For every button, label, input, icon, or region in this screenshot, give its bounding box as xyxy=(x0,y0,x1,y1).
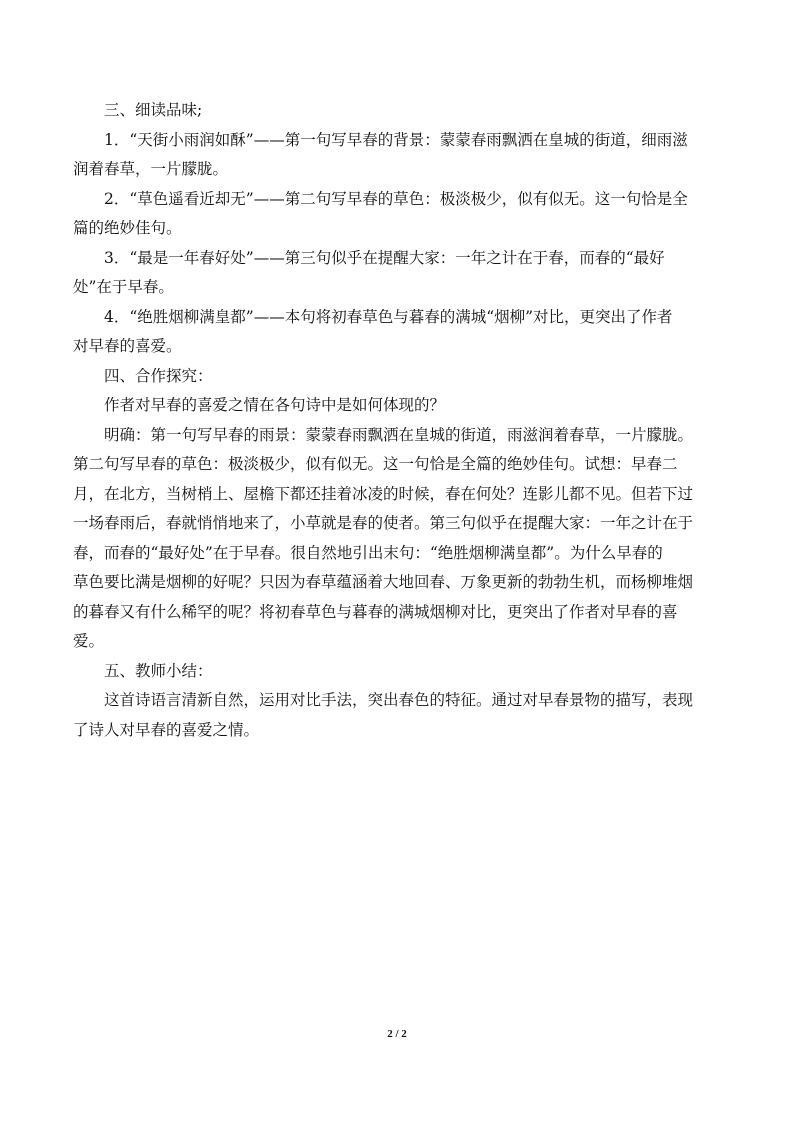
paragraph-line: 篇的绝妙佳句。 xyxy=(73,219,182,237)
paragraph-line: 这首诗语言清新自然，运用对比手法，突出春色的特征。通过对早春景物的描写，表现 xyxy=(104,691,694,709)
paragraph-line: 第二句写早春的草色：极淡极少，似有似无。这一句恰是全篇的绝妙佳句。试想：早春二 xyxy=(73,455,678,473)
paragraph-line: 明确：第一句写早春的雨景：蒙蒙春雨飘洒在皇城的街道，雨滋润着春草，一片朦胧。 xyxy=(104,425,694,444)
page-number: 2 / 2 xyxy=(387,1028,407,1040)
paragraph-line: 月，在北方，当树梢上、屋檐下都还挂着冰凌的时候，春在何处？连影儿都不见。但若下过 xyxy=(73,484,694,503)
paragraph-line: 春，而春的“最好处”在于早春。很自然地引出末句：“绝胜烟柳满皇都”。为什么早春的 xyxy=(73,543,663,562)
section-heading-3: 三、细读品味; xyxy=(104,101,203,119)
paragraph-line: 3．“最是一年春好处”——第三句似乎在提醒大家：一年之计在于春，而春的“最好 xyxy=(104,248,665,267)
paragraph-line: 1．“天街小雨润如酥”——第一句写早春的背景：蒙蒙春雨飘洒在皇城的街道，细雨滋 xyxy=(104,130,688,149)
paragraph-line: 的暮春又有什么稀罕的呢？将初春草色与暮春的满城烟柳对比，更突出了作者对早春的喜 xyxy=(73,602,678,621)
document-body xyxy=(73,96,733,745)
paragraph-line: 润着春草，一片朦胧。 xyxy=(73,160,229,178)
paragraph-line: 2．“草色遥看近却无”——第二句写早春的草色：极淡极少，似有似无。这一句恰是全 xyxy=(104,189,688,208)
paragraph-line: 爱。 xyxy=(73,632,105,650)
paragraph-line: 一场春雨后，春就悄悄地来了，小草就是春的使者。第三句似乎在提醒大家：一年之计在于 xyxy=(73,514,694,532)
section-heading-4: 四、合作探究： xyxy=(104,366,213,385)
paragraph-line: 作者对早春的喜爱之情在各句诗中是如何体现的？ xyxy=(104,396,446,414)
paragraph-line: 对早春的喜爱。 xyxy=(73,337,182,355)
paragraph-line: 4．“绝胜烟柳满皇都”——本句将初春草色与暮春的满城“烟柳”对比，更突出了作者 xyxy=(104,307,673,326)
paragraph-line: 处”在于早春。 xyxy=(73,278,174,296)
paragraph-line: 了诗人对早春的喜爱之情。 xyxy=(73,720,260,739)
paragraph-line: 草色要比满是烟柳的好呢？只因为春草蕴涵着大地回春、万象更新的勃勃生机，而杨柳堆烟 xyxy=(73,573,694,591)
section-heading-5: 五、教师小结： xyxy=(104,661,213,680)
